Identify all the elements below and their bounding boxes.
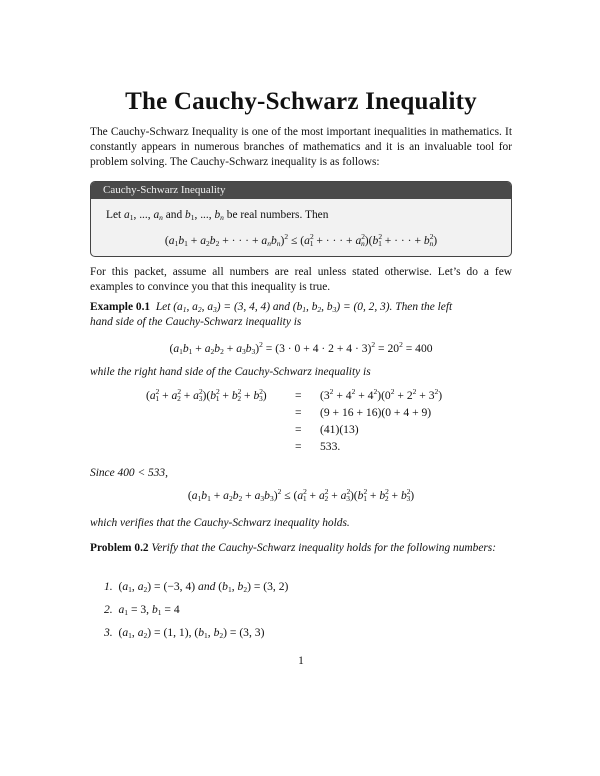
theorem-formula: ($a_1b_1 + a_2b_2$ + · · · + $a_nb_n)^2 \le (a^2_1$ + · · · + $a^2_n)(b^2_1$ + · · · + $b^2_n$) [164, 232, 438, 248]
after-box-paragraph: For this packet, assume all numbers are real unless stated otherwise. Let’s do a few examples to convince you that this inequality is true. [90, 266, 512, 294]
problem-item: 2. $a_1 = 3$, $b_1 = 4$ [104, 603, 180, 617]
theorem-box-heading: Cauchy-Schwarz Inequality [91, 182, 511, 199]
page-title: The Cauchy-Schwarz Inequality [125, 88, 477, 115]
example-rhs-text: while the right hand side of the Cauchy-Schwarz inequality is [90, 366, 371, 378]
theorem-statement: Let $a_1$, ..., $a_n$ and $b_1$, ..., $b_n$ be real numbers. Then [106, 209, 329, 222]
rhs-expression: $(a^2_1 + a^2_2 + a^2_3)(b^2_1 + b^2_2 + b^2_3)$ [146, 387, 267, 403]
problem-statement: Problem 0.2 Verify that the Cauchy-Schwarz inequality holds for the following numbers: [90, 542, 497, 554]
example-lhs-equation: $(a_1b_1 + a_2b_2 + a_3b_3)^2 = (3 \cdot 0 + 4 \cdot 2 + 4 \cdot 3)^2 = 20^2 = 400$ [169, 340, 433, 356]
example-statement: Example 0.1 Let ($a_1$, $a_2$, $a_3) = (3$, 4, 4) and ($b_1$, $b_2$, $b_3) = (0$, 2, 3). Then the left [90, 301, 453, 314]
example-lhs-text: hand side of the Cauchy-Schwarz inequality is [90, 316, 302, 328]
page-number: 1 [298, 655, 304, 667]
intro-paragraph: The Cauchy-Schwarz Inequality is one of the most important inequalities in mathematics. It constantly appears in numerous branches of mathematics and it is an invaluable tool for problem solving. The Cauchy-Schwarz inequality is as follows: [90, 126, 512, 169]
example-conclusion-equation: $(a_1b_1 + a_2b_2 + a_3b_3)^2 \le (a^2_1 + a^2_2 + a^2_3)(b^2_1 + b^2_2 + b^2_3)$ [187, 487, 415, 503]
conclusion-text: which verifies that the Cauchy-Schwarz inequality holds. [90, 517, 350, 529]
problem-item: 3. ($a_1$, $a_2) = (1$, 1), ($b_1$, $b_2) = (3$, 3) [104, 626, 265, 640]
theorem-box [90, 181, 512, 257]
problem-item: 1. ($a_1$, $a_2) = (-3$, 4) and ($b_1$, $b_2) = (3$, 2) [104, 580, 289, 594]
since-text: Since 400 < 533, [90, 467, 168, 479]
